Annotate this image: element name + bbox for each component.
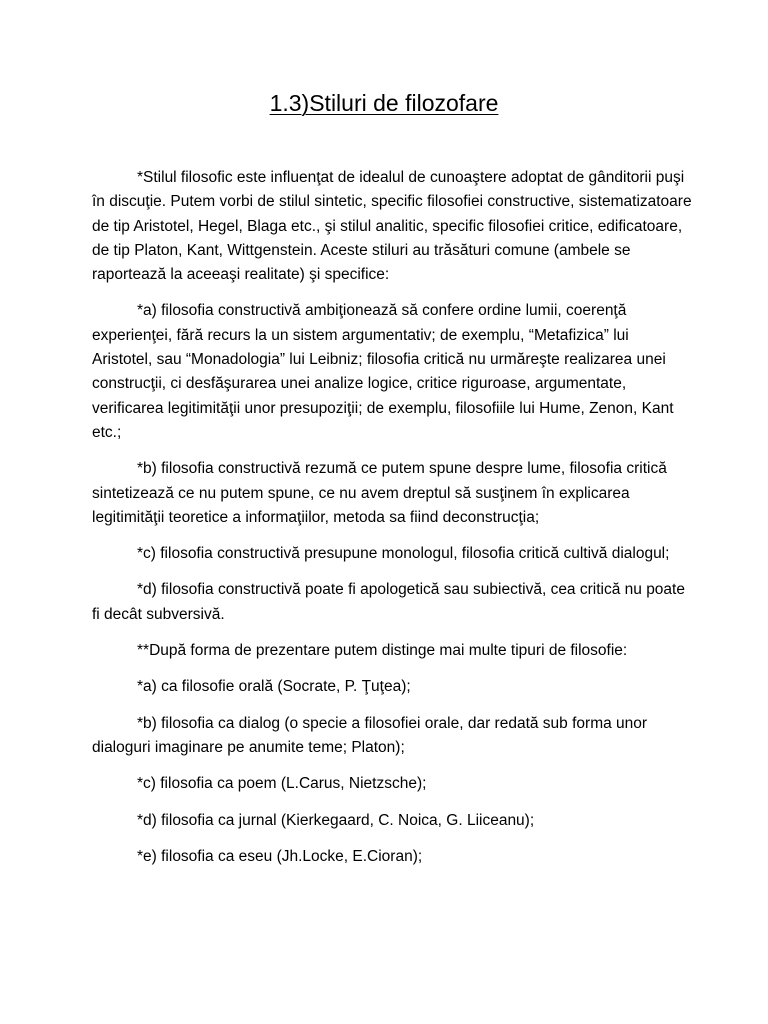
paragraph-style-c: *c) filosofia constructivă presupune monologul, filosofia critică cultivă dialogul; xyxy=(137,545,670,563)
paragraph-form-c: *c) filosofia ca poem (L.Carus, Nietzsche); xyxy=(137,775,427,793)
paragraph-form-e: *e) filosofia ca eseu (Jh.Locke, E.Cioran); xyxy=(137,847,423,865)
paragraph-style-d: *d) filosofia constructivă poate fi apologetică sau subiectivă, cea critică nu poate fi decât subversivă. xyxy=(92,581,685,623)
paragraph-style-a: *a) filosofia constructivă ambiţionează să confere ordine lumii, coerenţă experienţei, fără recurs la un sistem argumentativ; de exemplu, “Metafizica” lui Aristotel, sau “Monadologia” lui Leibniz; filosofia critică nu urmăreşte realizarea unei construcţii, ci desfăşurarea unei analize logice, critice riguroase, argumentate, verificarea legitimităţii unor presupoziţii; de exemplu, filosofiile lui Hume, Zenon, Kant etc.; xyxy=(92,302,674,441)
paragraph-form-b: *b) filosofia ca dialog (o specie a filosofiei orale, dar redată sub forma unor dialoguri imaginare pe anumite teme; Platon); xyxy=(92,714,648,756)
paragraph-form-a: *a) ca filosofie orală (Socrate, P. Ţuţea); xyxy=(137,678,411,696)
paragraph-intro: *Stilul filosofic este influenţat de idealul de cunoaştere adoptat de gânditorii puşi în discuţie. Putem vorbi de stilul sintetic, specific filosofiei constructive, sistematizatoare de tip Aristotel, Hegel, Blaga etc., şi stilul analitic, specific filosofiei critice, edificatoare, de tip Platon, Kant, Wittgenstein. Aceste stiluri au trăsături comune (ambele se raportează la aceeaşi realitate) şi specifice: xyxy=(92,169,692,284)
paragraph-form-d: *d) filosofia ca jurnal (Kierkegaard, C. Noica, G. Liiceanu); xyxy=(137,811,535,829)
document-title: 1.3)Stiluri de filozofare xyxy=(269,90,499,116)
document-body xyxy=(92,166,692,881)
paragraph-style-b: *b) filosofia constructivă rezumă ce putem spune despre lume, filosofia critică sintetizează ce nu putem spune, ce nu avem dreptul să susţinem în explicarea legitimităţii teoretice a informaţiilor, metoda sa fiind deconstrucţia; xyxy=(92,460,667,526)
paragraph-forms-intro: **După forma de prezentare putem distinge mai multe tipuri de filosofie: xyxy=(137,642,628,660)
